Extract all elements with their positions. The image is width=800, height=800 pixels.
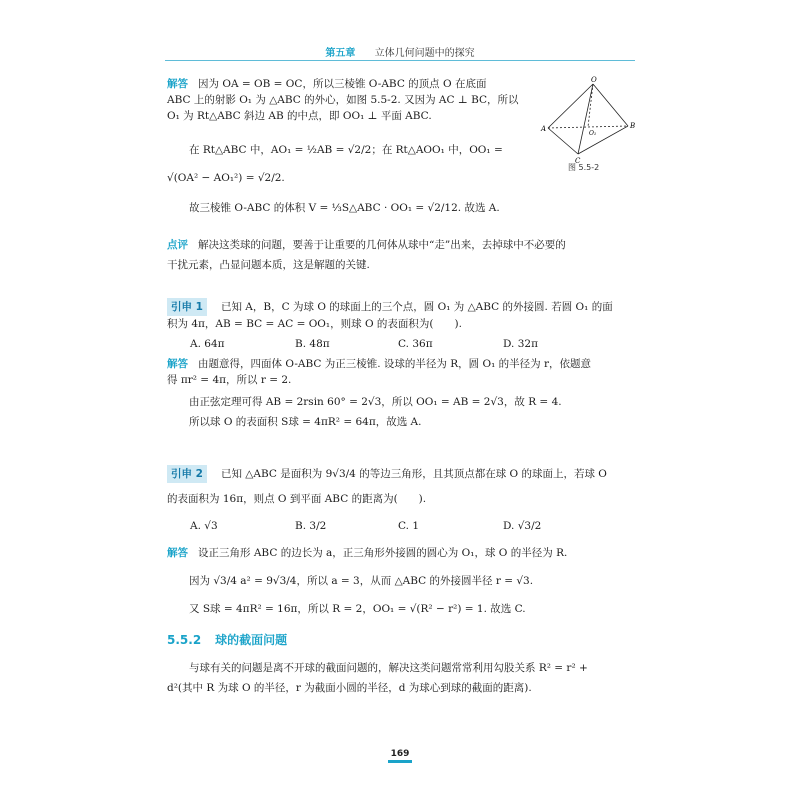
edge-oc bbox=[578, 84, 593, 154]
figure-caption: 图 5.5-2 bbox=[568, 163, 600, 172]
edge-ab bbox=[548, 126, 628, 128]
solution-line: 由正弦定理可得 AB = 2rsin 60° = 2√3，所以 OO₁ = AB = 2√3，故 R = 4. bbox=[189, 396, 562, 408]
example-label: 引申 2 bbox=[167, 465, 207, 483]
ex1-option-a: A. 64π bbox=[190, 338, 225, 350]
label-o: O bbox=[591, 76, 597, 84]
chapter-label: 第五章 bbox=[325, 48, 356, 59]
example-line: 的表面积为 16π，则点 O 到平面 ABC 的距离为( ). bbox=[167, 493, 427, 505]
edge-ac bbox=[548, 128, 578, 154]
label-o1: O₁ bbox=[589, 130, 597, 137]
solution-line: √(OA² − AO₁²) = √2/2. bbox=[167, 172, 285, 184]
solution1-block bbox=[167, 76, 537, 124]
page-number-underline bbox=[388, 760, 412, 763]
header-divider bbox=[165, 60, 635, 61]
solution-label: 解答 bbox=[167, 547, 188, 559]
comment-label: 点评 bbox=[167, 239, 188, 251]
section-line: 与球有关的问题是离不开球的截面问题的，解决这类问题常常利用勾股关系 R² = r² + bbox=[189, 662, 588, 674]
section-text bbox=[167, 660, 633, 696]
example-line: 积为 4π，AB = BC = AC = OO₁，则球 O 的表面积为( ). bbox=[167, 318, 462, 330]
comment-line: 解决这类球的问题，要善于让重要的几何体从球中“走”出来，去掉球中不必要的 bbox=[198, 239, 566, 251]
solution-line: 得 πr² = 4π，所以 r = 2. bbox=[167, 374, 292, 386]
comment-block bbox=[167, 237, 633, 273]
edge-cb bbox=[578, 126, 628, 154]
edge-oa bbox=[548, 84, 593, 128]
example2-block bbox=[167, 465, 633, 507]
solution-line: ABC 上的射影 O₁ 为 △ABC 的外心，如图 5.5-2. 又因为 AC ⊥ BC，所以 bbox=[167, 94, 519, 106]
section-number: 5.5.2 bbox=[167, 633, 202, 647]
solution-line: 在 Rt△ABC 中，AO₁ = ½AB = √2/2；在 Rt△AOO₁ 中，OO₁ = bbox=[189, 144, 503, 156]
solution-line: 所以球 O 的表面积 S球 = 4πR² = 64π，故选 A. bbox=[189, 416, 422, 428]
ex1-option-b: B. 48π bbox=[295, 338, 330, 350]
ex2-option-a: A. √3 bbox=[190, 520, 218, 532]
comment-line: 干扰元素，凸显问题本质，这是解题的关键. bbox=[167, 259, 370, 271]
solution-line: 设正三角形 ABC 的边长为 a，正三角形外接圆的圆心为 O₁，球 O 的半径为 R. bbox=[198, 547, 568, 559]
example1-block bbox=[167, 298, 633, 332]
ex1-option-c: C. 36π bbox=[398, 338, 433, 350]
edge-ob bbox=[593, 84, 628, 126]
example-line: 已知 A，B，C 为球 O 的球面上的三个点，圆 O₁ 为 △ABC 的外接圆. 若圆 O₁ 的面 bbox=[220, 301, 613, 313]
ex1-option-d: D. 32π bbox=[503, 338, 538, 350]
solution-line: 因为 √3/4 a² = 9√3/4，所以 a = 3，从而 △ABC 的外接圆半径 r = √3. bbox=[189, 575, 534, 587]
solution-label: 解答 bbox=[167, 78, 188, 90]
solution-label: 解答 bbox=[167, 358, 188, 370]
page-number: 169 bbox=[390, 749, 410, 759]
example2-solution bbox=[167, 545, 633, 617]
label-a: A bbox=[541, 125, 547, 133]
label-c: C bbox=[575, 157, 581, 165]
section-heading bbox=[167, 631, 287, 648]
solution-line: 由题意得，四面体 O-ABC 为正三棱锥. 设球的半径为 R，圆 O₁ 的半径为 r，依题意 bbox=[198, 358, 592, 370]
ex2-option-b: B. 3/2 bbox=[295, 520, 327, 532]
chapter-title: 立体几何问题中的探究 bbox=[374, 48, 475, 59]
section-line: d²(其中 R 为球 O 的半径，r 为截面小圆的半径，d 为球心到球的截面的距离). bbox=[167, 682, 532, 694]
example1-solution bbox=[167, 356, 633, 430]
section-title: 球的截面问题 bbox=[215, 633, 288, 647]
example-label: 引申 1 bbox=[167, 298, 207, 316]
pyramid-figure bbox=[540, 76, 640, 176]
ex2-option-d: D. √3/2 bbox=[503, 520, 542, 532]
solution-line: 故三棱锥 O-ABC 的体积 V = ⅓S△ABC · OO₁ = √2/12. 故选 A. bbox=[189, 202, 500, 214]
solution-line: 又 S球 = 4πR² = 16π，所以 R = 2，OO₁ = √(R² − r²) = 1. 故选 C. bbox=[189, 603, 526, 615]
running-header bbox=[165, 44, 635, 59]
solution-line: 因为 OA = OB = OC，所以三棱锥 O-ABC 的顶点 O 在底面 bbox=[198, 78, 487, 90]
example-line: 已知 △ABC 是面积为 9√3/4 的等边三角形，且其顶点都在球 O 的球面上，若球 O bbox=[220, 468, 607, 480]
solution-line: O₁ 为 Rt△ABC 斜边 AB 的中点，即 OO₁ ⊥ 平面 ABC. bbox=[167, 110, 432, 122]
label-b: B bbox=[630, 122, 636, 130]
ex2-option-c: C. 1 bbox=[398, 520, 420, 532]
